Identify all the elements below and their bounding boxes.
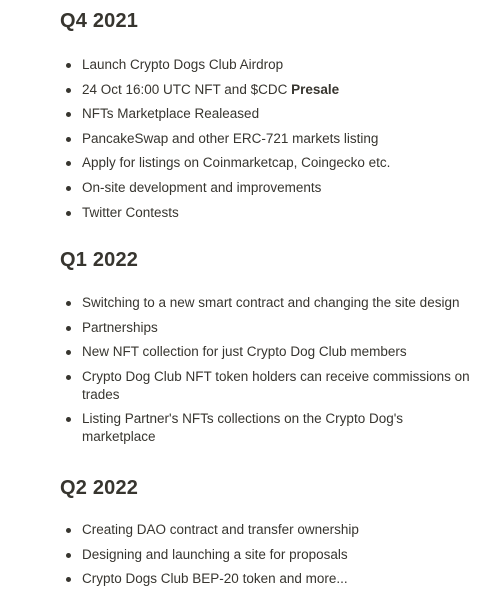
list-item: Apply for listings on Coinmarketcap, Coingecko etc.: [62, 154, 472, 172]
section-title-q1-2022: Q1 2022: [60, 249, 139, 271]
list-item: Crypto Dog Club NFT token holders can receive commissions on trades: [62, 368, 472, 404]
list-item: On-site development and improvements: [62, 179, 472, 197]
list-item: 24 Oct 16:00 UTC NFT and $CDC Presale: [62, 81, 472, 99]
section-list-q2-2022: [62, 521, 472, 595]
list-item: Switching to a new smart contract and changing the site design: [62, 294, 472, 312]
list-item: NFTs Marketplace Realeased: [62, 105, 472, 123]
section-list-q4-2021: [62, 56, 472, 228]
list-item: New NFT collection for just Crypto Dog Club members: [62, 343, 472, 361]
list-item: Launch Crypto Dogs Club Airdrop: [62, 56, 472, 74]
list-item: Listing Partner's NFTs collections on the Crypto Dog's marketplace: [62, 410, 472, 446]
list-item: Creating DAO contract and transfer ownership: [62, 521, 472, 539]
list-item: Designing and launching a site for proposals: [62, 546, 472, 564]
list-item: Partnerships: [62, 319, 472, 337]
list-item: Twitter Contests: [62, 204, 472, 222]
section-title-q2-2022: Q2 2022: [60, 477, 139, 499]
presale-emphasis: Presale: [291, 81, 340, 97]
list-item: Crypto Dogs Club BEP-20 token and more...: [62, 570, 472, 588]
list-item: PancakeSwap and other ERC-721 markets listing: [62, 130, 472, 148]
section-title-q4-2021: Q4 2021: [60, 10, 139, 32]
section-list-q1-2022: [62, 294, 472, 453]
